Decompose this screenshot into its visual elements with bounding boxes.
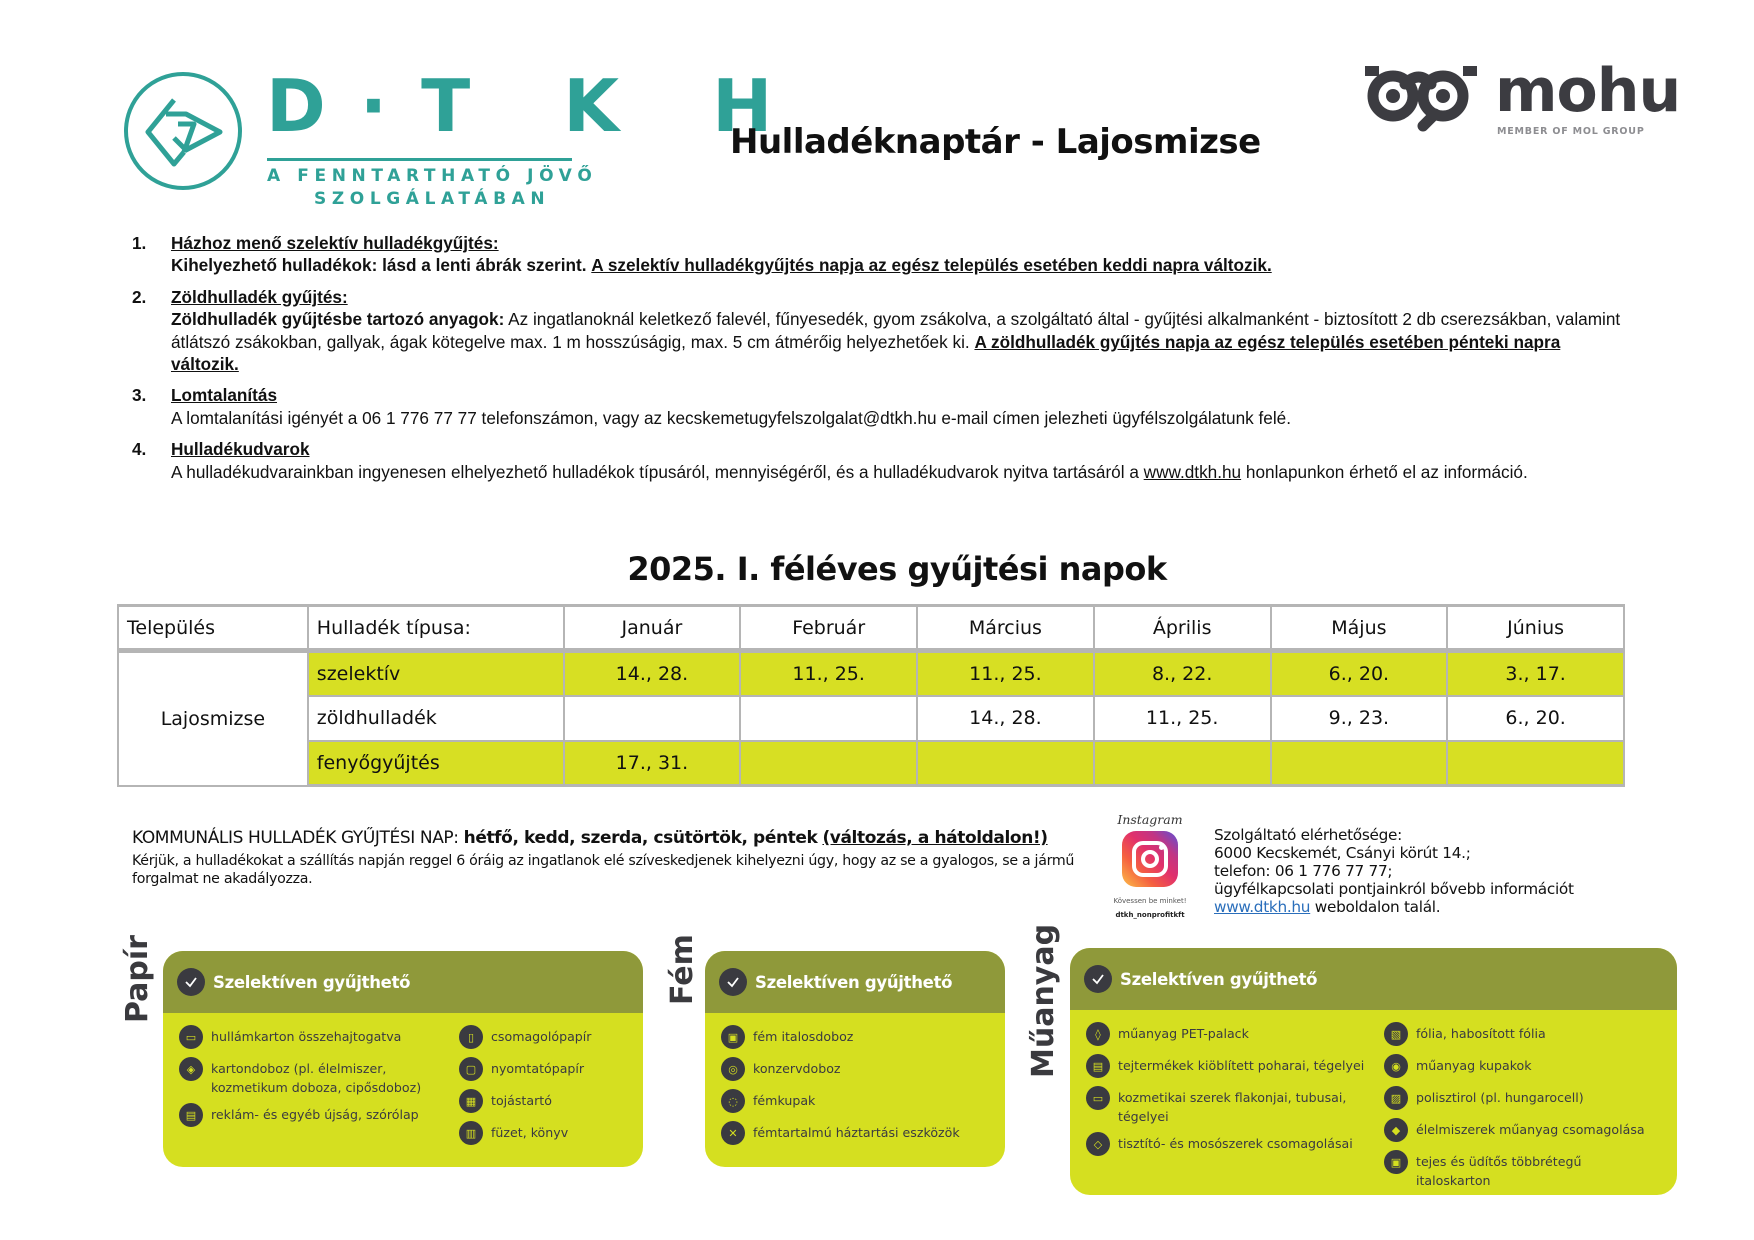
- date-cell: 11., 25.: [740, 651, 917, 696]
- list-item: ◇ tisztító- és mosószerek csomagolásai: [1086, 1132, 1384, 1158]
- instagram-brand: Instagram: [1117, 812, 1183, 827]
- list-item: ▥ füzet, könyv: [459, 1121, 619, 1147]
- muanyag-card: [1070, 948, 1677, 1195]
- header-month: Június: [1447, 606, 1624, 651]
- card-title: Szelektíven gyűjthető: [755, 972, 953, 992]
- card-body: [1070, 1010, 1677, 1195]
- communal-days: hétfő, kedd, szerda, csütörtök, péntek: [463, 828, 818, 848]
- date-cell: 9., 23.: [1271, 696, 1448, 741]
- yogurt-cup-icon: ▤: [1086, 1054, 1110, 1078]
- waste-type-cell: zöldhulladék: [308, 696, 564, 741]
- contact-info: [1214, 826, 1574, 916]
- plastic-cap-icon: ◉: [1384, 1054, 1408, 1078]
- egg-carton-icon: ▦: [459, 1089, 483, 1113]
- list-item: ◆ élelmiszerek műanyag csomagolása: [1384, 1118, 1654, 1144]
- cardboard-roll-icon: ▭: [179, 1025, 203, 1049]
- contact-address: 6000 Kecskemét, Csányi körút 14.;: [1214, 844, 1471, 862]
- foil-icon: ▧: [1384, 1022, 1408, 1046]
- printer-paper-icon: ▢: [459, 1057, 483, 1081]
- check-icon: [177, 968, 205, 996]
- instagram-block[interactable]: [1108, 812, 1192, 930]
- info-item-waste-yards: [132, 438, 1632, 483]
- list-item: ▨ polisztirol (pl. hungarocell): [1384, 1086, 1654, 1112]
- polystyrene-icon: ▨: [1384, 1086, 1408, 1110]
- list-item: ▤ tejtermékek kiöblített poharai, tégelyei: [1086, 1054, 1384, 1080]
- place-cell: Lajosmizse: [118, 651, 308, 786]
- card-title: Szelektíven gyűjthető: [213, 972, 411, 992]
- item-text: Az ingatlanoknál keletkező falevél, fűnyesedék, gyom zsákolva, a szolgáltató által - gyűjtési alkalmanként - biztosított 2 db cserezsákban, valamint átlátszó zsákokban, gallyak, ágak kötegelve max. 1 m hosszúságig, max. 5 cm átmérőig helyezhetőek ki.: [171, 309, 1621, 352]
- info-item-bulky-waste: [132, 384, 1632, 429]
- tin-can-icon: ◎: [721, 1057, 745, 1081]
- header-place: Település: [118, 606, 308, 651]
- communal-note: (változás, a hátoldalon!): [822, 828, 1048, 848]
- header-month: Február: [740, 606, 917, 651]
- header-waste-type: Hulladék típusa:: [308, 606, 564, 651]
- item-notice: A zöldhulladék gyűjtés napja az egész település esetében pénteki napra változik.: [171, 331, 1561, 375]
- item-heading: Zöldhulladék gyűjtés:: [171, 286, 348, 307]
- papir-card: [163, 951, 643, 1167]
- dtkh-website-link[interactable]: www.dtkh.hu: [1143, 461, 1242, 482]
- newspaper-icon: ▤: [179, 1103, 203, 1127]
- communal-text: Kérjük, a hulladékokat a szállítás napján reggel 6 óráig az ingatlanok elé szíveskedjenek kihelyezni úgy, hogy az se a gyalogos, se a jármű forgalmat ne akadályozza.: [132, 853, 1075, 887]
- card-title: Szelektíven gyűjthető: [1120, 969, 1318, 989]
- card-header: [705, 951, 1005, 1013]
- list-item: ▭ kozmetikai szerek flakonjai, tubusai, tégelyei: [1086, 1086, 1384, 1126]
- item-number: 2.: [132, 286, 147, 307]
- table-header-row: [118, 606, 1624, 651]
- item-notice: A szelektív hulladékgyűjtés napja az egész település esetében keddi napra változik.: [591, 255, 1272, 276]
- date-cell: [740, 741, 917, 786]
- item-text-after: honlapunkon érhető el az információ.: [1245, 461, 1528, 482]
- contact-line-end: weboldalon talál.: [1314, 898, 1441, 916]
- item-number: 4.: [132, 439, 147, 460]
- papir-label: Papír: [120, 935, 155, 1023]
- date-cell: 6., 20.: [1447, 696, 1624, 741]
- book-icon: ▥: [459, 1121, 483, 1145]
- fem-label: Fém: [665, 934, 700, 1005]
- list-item: ▯ csomagolópapír: [459, 1025, 619, 1051]
- dtkh-divider: [267, 158, 572, 161]
- carton-box-icon: ◈: [179, 1057, 203, 1081]
- header-month: Január: [564, 606, 741, 651]
- info-list: [132, 232, 1632, 492]
- communal-label: KOMMUNÁLIS HULLADÉK GYŰJTÉSI NAP:: [132, 828, 459, 848]
- date-cell: 17., 31.: [564, 741, 741, 786]
- food-packaging-icon: ◆: [1384, 1118, 1408, 1142]
- muanyag-label: Műanyag: [1026, 923, 1061, 1078]
- item-lead: Zöldhulladék gyűjtésbe tartozó anyagok:: [171, 309, 505, 330]
- info-item-green-waste: [132, 286, 1632, 376]
- list-item: ▧ fólia, habosított fólia: [1384, 1022, 1654, 1048]
- item-lead: Kihelyezhető hulladékok: lásd a lenti ábrák szerint.: [171, 255, 587, 276]
- card-body: [705, 1013, 1005, 1165]
- cosmetic-bottle-icon: ▭: [1086, 1086, 1110, 1110]
- date-cell: 3., 17.: [1447, 651, 1624, 696]
- list-item: ◌ fémkupak: [721, 1089, 960, 1115]
- contact-website-link[interactable]: www.dtkh.hu: [1214, 898, 1311, 916]
- date-cell: [1447, 741, 1624, 786]
- dtkh-tagline-line1: A FENNTARTHATÓ JÖVŐ: [267, 166, 598, 186]
- waste-type-cell: fenyőgyűjtés: [308, 741, 564, 786]
- mohu-owl-icon: [1365, 66, 1477, 132]
- date-cell: 14., 28.: [917, 696, 1094, 741]
- tools-icon: ✕: [721, 1121, 745, 1145]
- list-item: ▣ fém italosdoboz: [721, 1025, 960, 1051]
- table-row: [118, 651, 1624, 696]
- fem-card: [705, 951, 1005, 1167]
- communal-heading: [132, 828, 1092, 848]
- check-icon: [719, 968, 747, 996]
- list-item: ▦ tojástartó: [459, 1089, 619, 1115]
- date-cell: 11., 25.: [917, 651, 1094, 696]
- item-number: 3.: [132, 385, 147, 406]
- page-title: Hulladéknaptár - Lajosmizse: [730, 122, 1261, 162]
- header-month: Május: [1271, 606, 1448, 651]
- date-cell: [564, 696, 741, 741]
- header-month: Április: [1094, 606, 1271, 651]
- dtkh-emblem-icon: [124, 72, 242, 190]
- list-item: ◊ műanyag PET-palack: [1086, 1022, 1384, 1048]
- card-body: [163, 1013, 643, 1165]
- dtkh-logo: [124, 64, 807, 209]
- date-cell: 11., 25.: [1094, 696, 1271, 741]
- detergent-bottle-icon: ◇: [1086, 1132, 1110, 1156]
- metal-cap-icon: ◌: [721, 1089, 745, 1113]
- contact-phone: telefon: 06 1 776 77 77;: [1214, 862, 1393, 880]
- contact-line: ügyfélkapcsolati pontjainkról bővebb információt: [1214, 880, 1574, 898]
- list-item: ▭ hullámkarton összehajtogatva: [179, 1025, 459, 1051]
- date-cell: [917, 741, 1094, 786]
- list-item: ◎ konzervdoboz: [721, 1057, 960, 1083]
- item-number: 1.: [132, 233, 147, 253]
- schedule-table: [117, 604, 1625, 787]
- waste-type-cell: szelektív: [308, 651, 564, 696]
- list-item: ▤ reklám- és egyéb újság, szórólap: [179, 1103, 459, 1129]
- list-item: ▣ tejes és üdítős többrétegű italoskarton: [1384, 1150, 1654, 1190]
- drink-carton-icon: ▣: [1384, 1150, 1408, 1174]
- item-heading: Hulladékudvarok: [171, 439, 310, 460]
- instagram-handle: dtkh_nonprofitkft: [1115, 911, 1185, 919]
- pet-bottle-icon: ◊: [1086, 1022, 1110, 1046]
- wrapping-paper-icon: ▯: [459, 1025, 483, 1049]
- dtkh-wordmark: D·T K H: [266, 64, 807, 148]
- item-text: A lomtalanítási igényét a 06 1 776 77 77 telefonszámon, vagy az kecskemetugyfelszolgalat@dtkh.hu e-mail címen jelezheti ügyfélszolgálatunk felé.: [171, 407, 1291, 428]
- date-cell: [1271, 741, 1448, 786]
- communal-waste-info: [132, 828, 1092, 888]
- date-cell: [740, 696, 917, 741]
- beverage-can-icon: ▣: [721, 1025, 745, 1049]
- schedule-title: 2025. I. féléves gyűjtési napok: [627, 550, 1167, 588]
- header-month: Március: [917, 606, 1094, 651]
- table-row: [118, 741, 1624, 786]
- instagram-follow-text: Kövessen be minket!: [1113, 897, 1187, 905]
- card-header: [1070, 948, 1677, 1010]
- list-item: ◈ kartondoboz (pl. élelmiszer, kozmetikum doboza, cipősdoboz): [179, 1057, 459, 1097]
- date-cell: 6., 20.: [1271, 651, 1448, 696]
- list-item: ✕ fémtartalmú háztartási eszközök: [721, 1121, 960, 1147]
- instagram-icon: [1122, 831, 1178, 887]
- contact-line: [1214, 898, 1574, 916]
- item-heading: Lomtalanítás: [171, 385, 278, 406]
- mohu-wordmark: mohu: [1495, 56, 1681, 126]
- date-cell: 14., 28.: [564, 651, 741, 696]
- card-header: [163, 951, 643, 1013]
- contact-line: Szolgáltató elérhetősége:: [1214, 826, 1402, 844]
- mohu-subtitle: MEMBER OF MOL GROUP: [1497, 126, 1645, 137]
- item-heading: Házhoz menő szelektív hulladékgyűjtés:: [171, 233, 499, 253]
- item-text-before: A hulladékudvarainkban ingyenesen elhelyezhető hulladékok típusáról, mennyiségéről, és a hulladékudvarok nyitva tartásáról a: [171, 461, 1139, 482]
- mohu-logo: [1365, 56, 1681, 152]
- list-item: ◉ műanyag kupakok: [1384, 1054, 1654, 1080]
- dtkh-tagline-line2: SZOLGÁLATÁBAN: [314, 189, 551, 209]
- table-row: [118, 696, 1624, 741]
- date-cell: 8., 22.: [1094, 651, 1271, 696]
- date-cell: [1094, 741, 1271, 786]
- info-item-selective: [132, 232, 1632, 277]
- check-icon: [1084, 965, 1112, 993]
- list-item: ▢ nyomtatópapír: [459, 1057, 619, 1083]
